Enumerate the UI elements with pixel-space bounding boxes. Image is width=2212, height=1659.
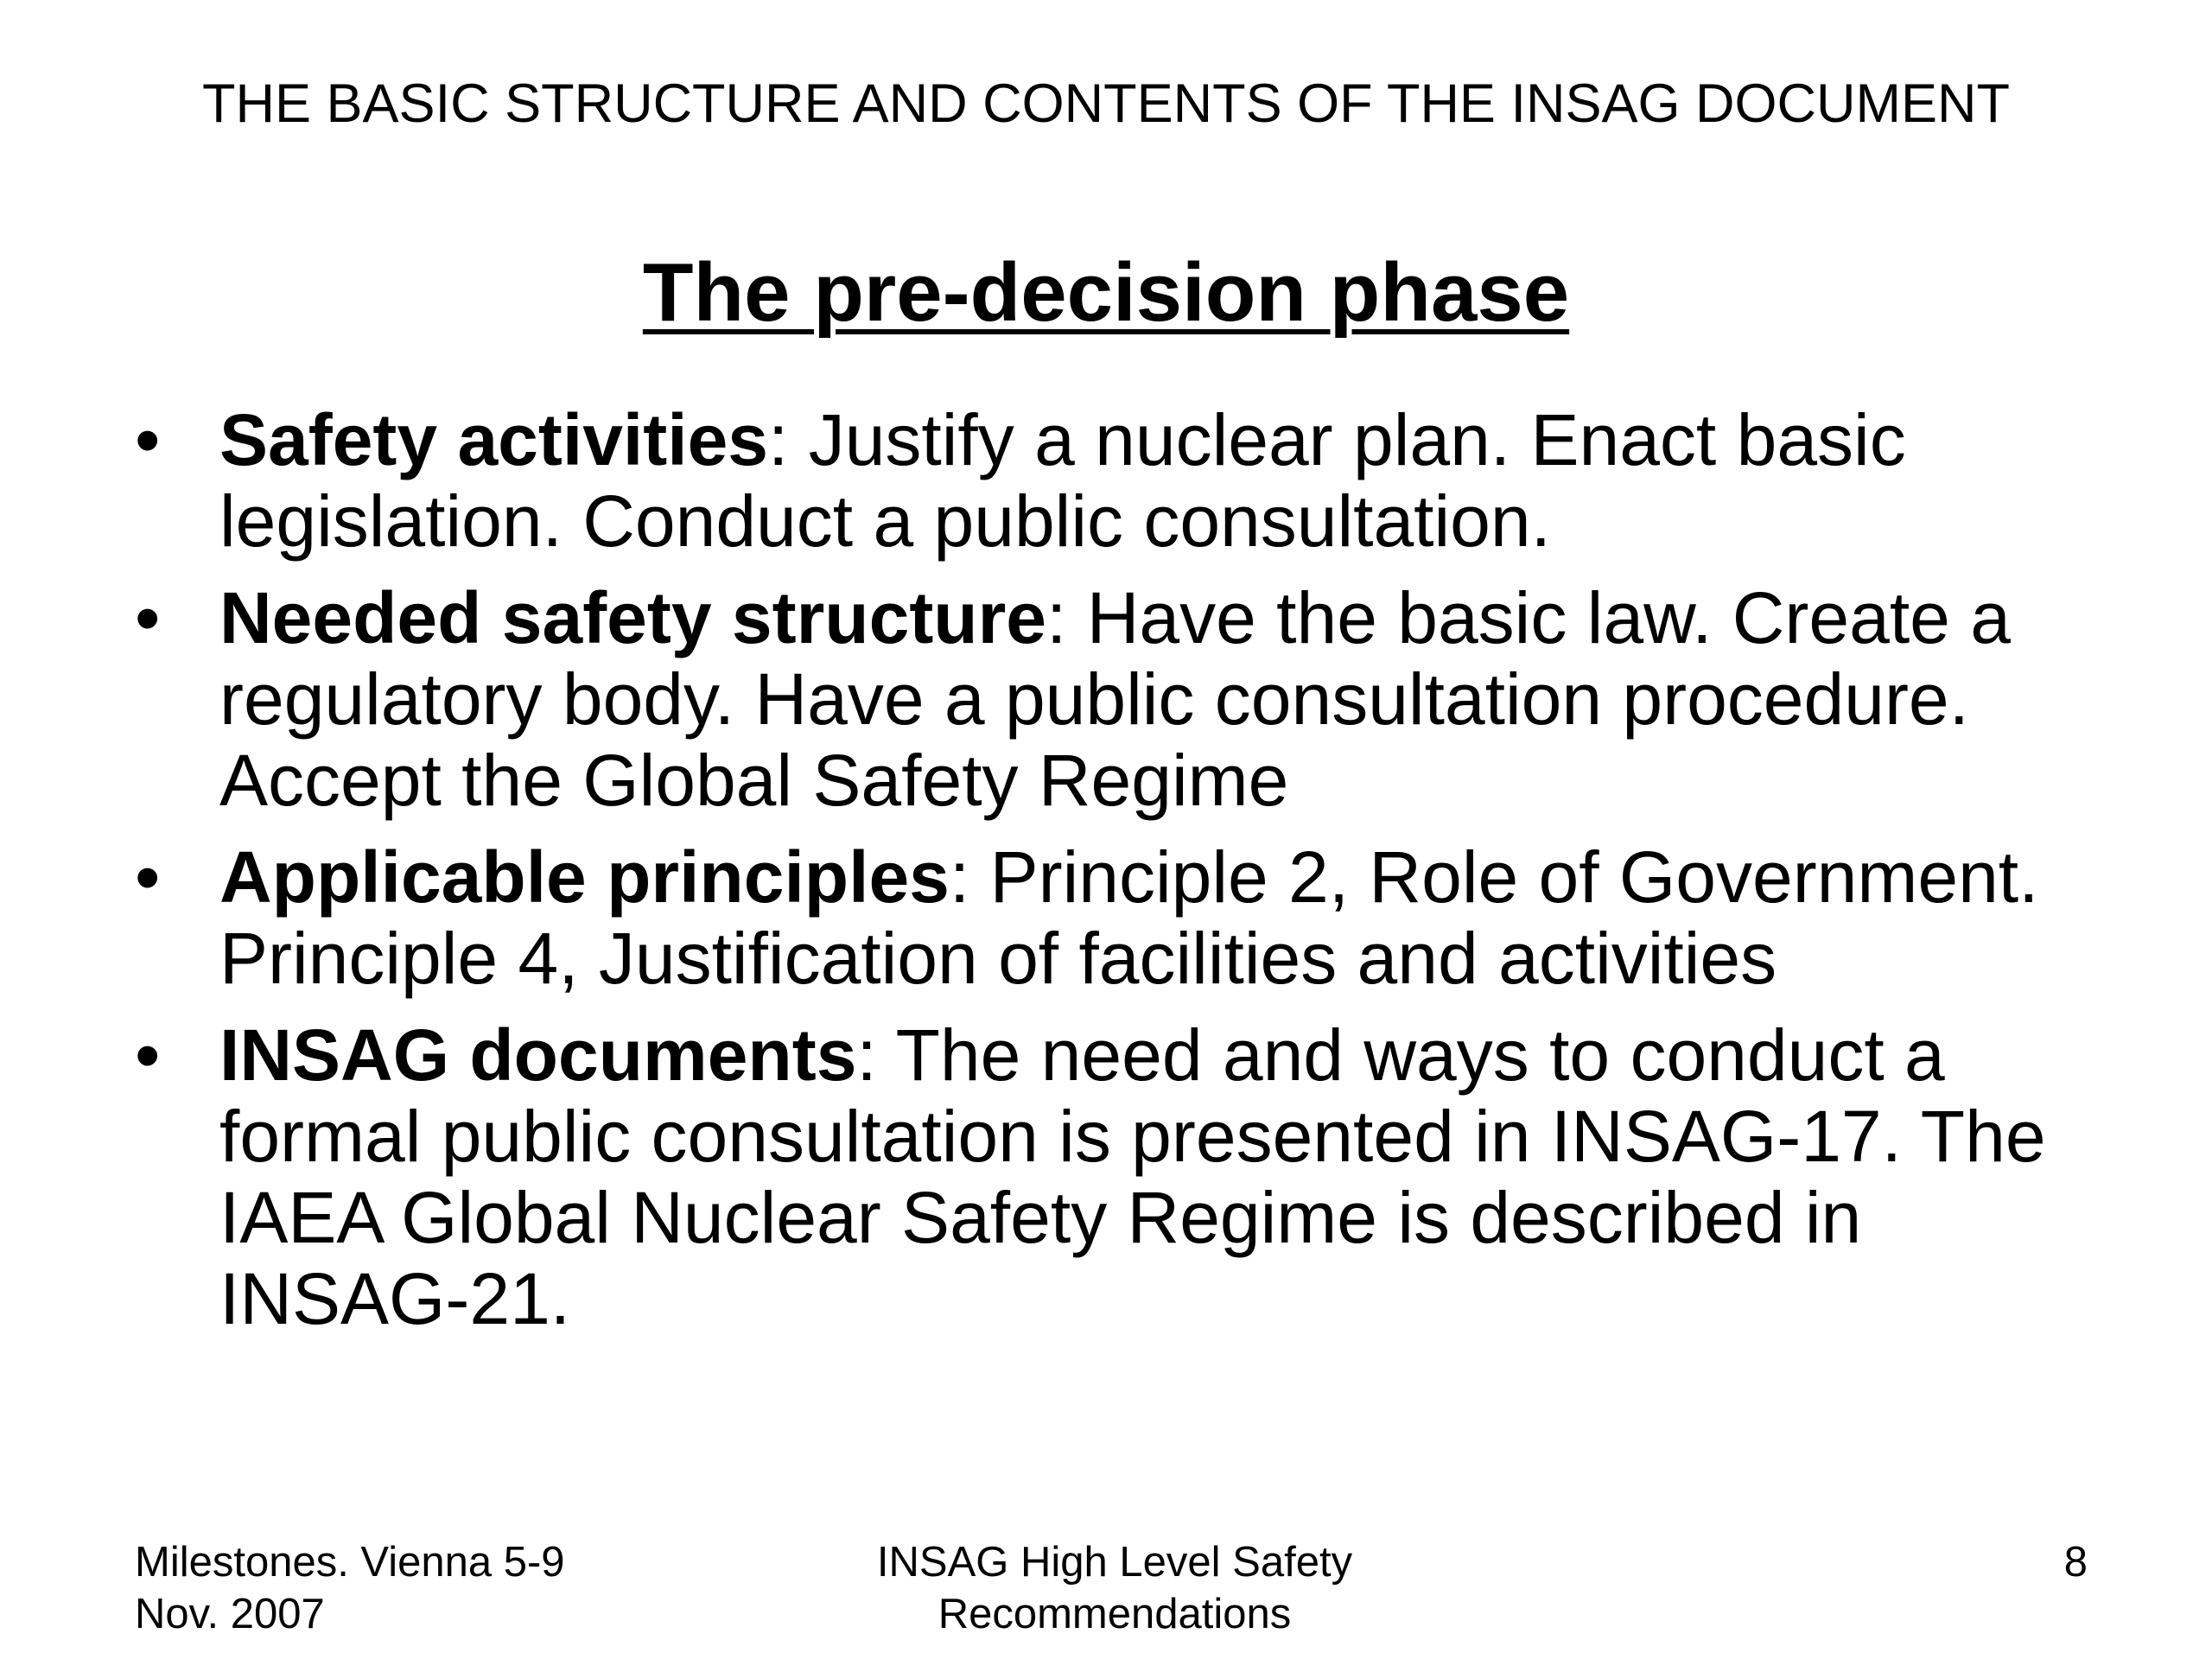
- bullet-icon: •: [135, 399, 161, 480]
- footer-event-line2: Nov. 2007: [135, 1591, 325, 1637]
- slide-header: THE BASIC STRUCTURE AND CONTENTS OF THE INSAG DOCUMENT: [202, 73, 2010, 134]
- footer-event: [135, 1536, 653, 1640]
- bullet-text: : The need and ways to conduct a formal public consultation is presented in INSAG-17. The IAEA Global Nuclear Safety Regime is described in INSAG-21.: [219, 1014, 2046, 1339]
- slide-title: [0, 245, 2212, 340]
- bullet-icon: •: [135, 577, 161, 658]
- bullet-text: : Justify a nuclear plan. Enact basic legislation. Conduct a public consultation.: [219, 399, 1906, 562]
- bullet-item: [130, 399, 2117, 562]
- bullet-icon: •: [135, 836, 161, 918]
- footer-document-line2: Recommendations: [938, 1591, 1292, 1637]
- bullet-item: [130, 836, 2117, 999]
- bullet-text: : Principle 2, Role of Government. Principle 4, Justification of facilities and activities: [219, 836, 2039, 999]
- bullet-text: : Have the basic law. Create a regulatory body. Have a public consultation procedure. Accept the Global Safety Regime: [219, 577, 2011, 821]
- bullet-term: Needed safety structure: [219, 577, 1047, 658]
- bullet-icon: •: [135, 1014, 161, 1096]
- page-number: 8: [2063, 1539, 2088, 1586]
- bullet-term: Safety activities: [219, 399, 769, 480]
- bullet-list: [130, 399, 2117, 1355]
- bullet-item: [130, 1014, 2117, 1339]
- bullet-term: INSAG documents: [219, 1014, 857, 1096]
- footer-document: [804, 1536, 1426, 1640]
- footer-event-line1: Milestones. Vienna 5-9: [135, 1539, 565, 1586]
- bullet-term: Applicable principles: [219, 836, 950, 918]
- footer-document-line1: INSAG High Level Safety: [876, 1539, 1353, 1586]
- slide-title-text: The pre-decision phase: [642, 246, 1570, 339]
- bullet-item: [130, 577, 2117, 821]
